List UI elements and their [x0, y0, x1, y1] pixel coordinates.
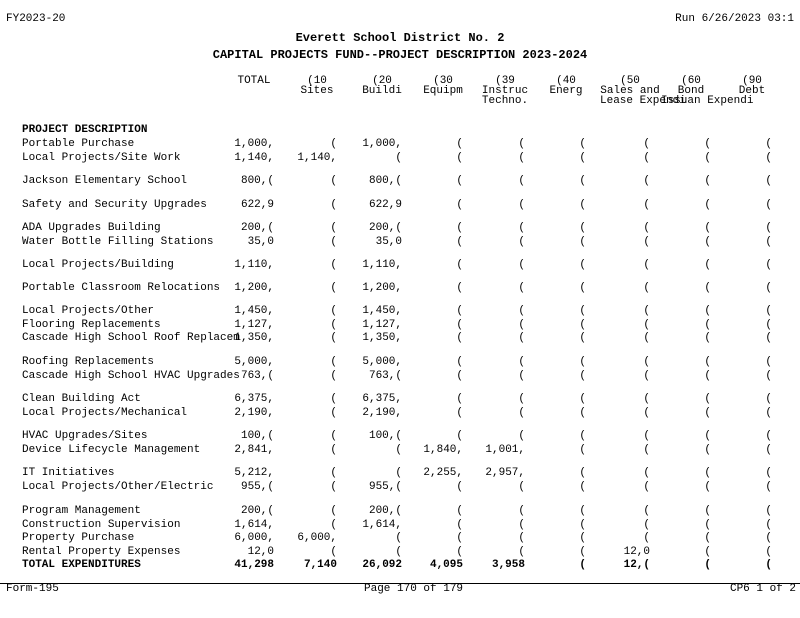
table-cell: (: [643, 407, 650, 419]
table-cell: (: [704, 444, 711, 456]
table-cell: 1,200,: [234, 282, 274, 294]
table-cell: (: [765, 319, 772, 331]
table-cell: (: [643, 332, 650, 344]
row-label: IT Initiatives: [22, 467, 115, 479]
table-cell: (: [518, 356, 525, 368]
table-cell: (: [330, 467, 337, 479]
table-cell: (: [518, 175, 525, 187]
table-cell: (: [518, 222, 525, 234]
row-label: ADA Upgrades Building: [22, 222, 161, 234]
table-cell: (: [643, 319, 650, 331]
row-label: Safety and Security Upgrades: [22, 199, 207, 211]
table-cell: (: [765, 407, 772, 419]
table-cell: (: [518, 236, 525, 248]
table-cell: (: [518, 282, 525, 294]
table-cell: (: [643, 199, 650, 211]
column-header-9-line2: Debt: [738, 85, 766, 97]
row-label: Clean Building Act: [22, 393, 141, 405]
column-header-9-line1: (90: [742, 75, 762, 87]
table-cell: 12,0: [247, 546, 274, 558]
column-header-4-line2: Equipm: [423, 85, 463, 97]
table-cell: (: [704, 505, 711, 517]
table-cell: (: [518, 481, 525, 493]
row-label: Rental Property Expenses: [22, 546, 181, 558]
table-cell: (: [518, 505, 525, 517]
row-label: Local Projects/Site Work: [22, 152, 181, 164]
district-name: Everett School District No. 2: [295, 31, 505, 45]
table-cell: (: [579, 152, 586, 164]
table-cell: (: [579, 175, 586, 187]
table-cell: (: [704, 222, 711, 234]
table-cell: (: [518, 305, 525, 317]
table-cell: 800,(: [368, 175, 402, 187]
run-info: Run 6/26/2023 03:1: [675, 13, 794, 25]
table-cell: (: [704, 356, 711, 368]
table-cell: (: [579, 546, 586, 558]
table-cell: (: [704, 467, 711, 479]
column-header-5-line3: Techno.: [481, 95, 529, 107]
table-cell: 800,(: [240, 175, 274, 187]
table-cell: (: [579, 356, 586, 368]
row-label: Local Projects/Other: [22, 305, 155, 317]
table-cell: (: [330, 319, 337, 331]
table-cell: (: [765, 467, 772, 479]
table-cell: (: [704, 282, 711, 294]
table-cell: 1,001,: [485, 444, 525, 456]
table-cell: 1,614,: [362, 519, 402, 531]
table-cell: (: [704, 319, 711, 331]
table-cell: 1,140,: [234, 152, 274, 164]
table-cell: (: [579, 481, 586, 493]
row-label: Property Purchase: [22, 532, 135, 544]
table-cell: (: [518, 199, 525, 211]
table-cell: (: [643, 532, 650, 544]
table-cell: (: [579, 259, 586, 271]
column-header-3-line1: (20: [372, 75, 392, 87]
table-cell: (: [643, 236, 650, 248]
table-cell: 200,(: [368, 222, 402, 234]
table-cell: 35,0: [247, 236, 274, 248]
table-cell: 6,000,: [297, 532, 337, 544]
table-cell: (: [456, 546, 463, 558]
table-cell: 1,000,: [362, 138, 402, 150]
table-cell: (: [456, 356, 463, 368]
table-cell: 100,(: [240, 430, 274, 442]
table-cell: 1,000,: [234, 138, 274, 150]
total-cell: (: [704, 559, 711, 571]
table-cell: 2,255,: [423, 467, 463, 479]
table-cell: (: [579, 236, 586, 248]
table-cell: (: [579, 319, 586, 331]
table-cell: 2,957,: [485, 467, 525, 479]
table-cell: 2,841,: [234, 444, 274, 456]
table-cell: (: [518, 332, 525, 344]
table-cell: (: [765, 175, 772, 187]
table-cell: (: [456, 199, 463, 211]
table-cell: (: [330, 519, 337, 531]
table-cell: (: [765, 152, 772, 164]
table-cell: (: [518, 370, 525, 382]
table-cell: 622,9: [240, 199, 274, 211]
table-cell: (: [456, 152, 463, 164]
row-label: Program Management: [22, 505, 141, 517]
table-cell: 1,110,: [234, 259, 274, 271]
table-cell: 763,(: [240, 370, 274, 382]
row-label: Local Projects/Building: [22, 259, 174, 271]
table-cell: (: [704, 236, 711, 248]
table-cell: (: [704, 481, 711, 493]
table-cell: (: [456, 481, 463, 493]
table-cell: 6,000,: [234, 532, 274, 544]
column-header-8-line3: Issuan Expendi: [661, 95, 754, 107]
row-label: Local Projects/Mechanical: [22, 407, 188, 419]
table-cell: (: [704, 138, 711, 150]
table-cell: (: [330, 430, 337, 442]
table-cell: (: [456, 519, 463, 531]
table-cell: (: [643, 222, 650, 234]
column-header-3-line2: Buildi: [362, 85, 402, 97]
table-cell: (: [395, 546, 402, 558]
table-cell: 2,190,: [362, 407, 402, 419]
table-cell: (: [456, 305, 463, 317]
row-label: Roofing Replacements: [22, 356, 155, 368]
table-cell: (: [330, 407, 337, 419]
table-cell: 1,140,: [297, 152, 337, 164]
table-cell: 2,190,: [234, 407, 274, 419]
total-label: TOTAL EXPENDITURES: [22, 559, 141, 571]
table-cell: (: [765, 282, 772, 294]
table-cell: 5,000,: [234, 356, 274, 368]
section-label: PROJECT DESCRIPTION: [22, 124, 148, 136]
total-cell: 12,(: [623, 559, 650, 571]
table-cell: (: [579, 305, 586, 317]
table-cell: 1,127,: [362, 319, 402, 331]
table-cell: (: [765, 138, 772, 150]
table-cell: (: [456, 430, 463, 442]
table-cell: (: [518, 519, 525, 531]
table-cell: 200,(: [240, 222, 274, 234]
column-header-8-line1: (60: [681, 75, 701, 87]
column-header-6-line2: Energ: [549, 85, 583, 97]
table-cell: (: [765, 481, 772, 493]
table-cell: (: [765, 370, 772, 382]
table-cell: (: [765, 532, 772, 544]
table-cell: (: [643, 259, 650, 271]
table-cell: (: [330, 259, 337, 271]
table-cell: 100,(: [368, 430, 402, 442]
table-cell: (: [765, 519, 772, 531]
table-cell: (: [456, 236, 463, 248]
table-cell: 1,200,: [362, 282, 402, 294]
table-cell: (: [643, 356, 650, 368]
total-cell: 4,095: [429, 559, 463, 571]
table-cell: 1,450,: [362, 305, 402, 317]
table-cell: (: [643, 519, 650, 531]
table-cell: (: [518, 407, 525, 419]
row-label: Construction Supervision: [22, 519, 181, 531]
table-cell: 5,000,: [362, 356, 402, 368]
total-cell: (: [579, 559, 586, 571]
table-cell: (: [765, 199, 772, 211]
table-cell: (: [643, 444, 650, 456]
table-cell: 200,(: [240, 505, 274, 517]
table-cell: (: [456, 393, 463, 405]
table-cell: (: [456, 332, 463, 344]
table-cell: 35,0: [375, 236, 402, 248]
table-cell: (: [330, 546, 337, 558]
row-label: HVAC Upgrades/Sites: [22, 430, 148, 442]
table-cell: (: [579, 370, 586, 382]
table-cell: (: [518, 319, 525, 331]
table-cell: (: [765, 546, 772, 558]
table-cell: (: [330, 393, 337, 405]
table-cell: (: [579, 222, 586, 234]
table-cell: (: [704, 532, 711, 544]
table-cell: (: [456, 505, 463, 517]
table-cell: (: [765, 332, 772, 344]
report-title: CAPITAL PROJECTS FUND--PROJECT DESCRIPTION 2023-2024: [212, 48, 588, 62]
table-cell: (: [643, 481, 650, 493]
column-header-2-line1: (10: [307, 75, 327, 87]
table-cell: (: [330, 370, 337, 382]
table-cell: (: [765, 505, 772, 517]
table-cell: (: [330, 505, 337, 517]
table-cell: (: [518, 393, 525, 405]
table-cell: 6,375,: [234, 393, 274, 405]
table-cell: (: [330, 199, 337, 211]
table-cell: (: [456, 222, 463, 234]
table-cell: (: [643, 175, 650, 187]
row-label: Portable Purchase: [22, 138, 135, 150]
table-cell: (: [704, 152, 711, 164]
table-cell: (: [579, 467, 586, 479]
column-header-5-line2: Instruc: [481, 85, 529, 97]
table-cell: (: [330, 282, 337, 294]
table-cell: (: [456, 319, 463, 331]
column-header-5-line1: (39: [495, 75, 515, 87]
total-cell: (: [765, 559, 772, 571]
table-cell: (: [330, 236, 337, 248]
column-header-8-line2: Bond: [677, 85, 705, 97]
table-cell: 1,450,: [234, 305, 274, 317]
table-cell: (: [579, 282, 586, 294]
table-cell: (: [643, 152, 650, 164]
table-cell: (: [643, 305, 650, 317]
table-cell: 1,127,: [234, 319, 274, 331]
table-cell: (: [395, 444, 402, 456]
table-cell: 1,840,: [423, 444, 463, 456]
table-cell: (: [704, 430, 711, 442]
table-cell: (: [330, 222, 337, 234]
total-cell: 7,140: [303, 559, 337, 571]
row-label: Local Projects/Other/Electric: [22, 481, 214, 493]
fiscal-year: FY2023-20: [6, 13, 66, 25]
row-label: Device Lifecycle Management: [22, 444, 201, 456]
table-cell: 5,212,: [234, 467, 274, 479]
table-cell: (: [579, 393, 586, 405]
table-cell: (: [643, 393, 650, 405]
table-cell: (: [456, 175, 463, 187]
table-cell: (: [704, 175, 711, 187]
table-cell: (: [518, 546, 525, 558]
table-cell: (: [518, 152, 525, 164]
column-header-7-line2: Sales and: [600, 85, 660, 97]
table-cell: (: [643, 467, 650, 479]
table-cell: (: [518, 138, 525, 150]
table-cell: (: [765, 444, 772, 456]
row-label: Jackson Elementary School: [22, 175, 188, 187]
row-label: Cascade High School HVAC Upgrades: [22, 370, 240, 382]
table-cell: 200,(: [368, 505, 402, 517]
column-header-7-line1: (50: [620, 75, 640, 87]
table-cell: (: [330, 175, 337, 187]
table-cell: (: [704, 305, 711, 317]
column-header-7-line3: Lease Expendi: [600, 95, 686, 107]
table-cell: (: [765, 259, 772, 271]
table-cell: (: [456, 282, 463, 294]
table-cell: (: [330, 305, 337, 317]
table-cell: (: [765, 356, 772, 368]
table-cell: 1,350,: [234, 332, 274, 344]
table-cell: (: [456, 138, 463, 150]
column-header-1-line1: TOTAL: [237, 75, 271, 87]
table-cell: (: [518, 430, 525, 442]
table-cell: 622,9: [368, 199, 402, 211]
table-cell: (: [330, 481, 337, 493]
table-cell: (: [765, 222, 772, 234]
table-cell: (: [579, 430, 586, 442]
table-cell: (: [456, 407, 463, 419]
table-cell: (: [579, 199, 586, 211]
table-cell: 1,110,: [362, 259, 402, 271]
total-cell: 41,298: [234, 559, 274, 571]
report-code: CP6 1 of 2: [729, 583, 796, 595]
table-cell: (: [579, 505, 586, 517]
table-cell: (: [704, 332, 711, 344]
table-cell: (: [704, 393, 711, 405]
table-cell: (: [704, 519, 711, 531]
table-cell: 955,(: [240, 481, 274, 493]
table-cell: (: [704, 199, 711, 211]
table-cell: (: [579, 532, 586, 544]
table-cell: (: [643, 282, 650, 294]
table-cell: (: [579, 407, 586, 419]
table-cell: 763,(: [368, 370, 402, 382]
table-cell: 6,375,: [362, 393, 402, 405]
table-cell: (: [704, 370, 711, 382]
table-cell: (: [456, 532, 463, 544]
table-cell: 955,(: [368, 481, 402, 493]
form-number: Form-195: [6, 583, 59, 595]
table-cell: 1,614,: [234, 519, 274, 531]
table-cell: (: [579, 332, 586, 344]
table-cell: (: [330, 444, 337, 456]
table-cell: (: [765, 236, 772, 248]
row-label: Portable Classroom Relocations: [22, 282, 221, 294]
table-cell: (: [704, 407, 711, 419]
row-label: Flooring Replacements: [22, 319, 161, 331]
table-cell: (: [643, 430, 650, 442]
table-cell: (: [643, 138, 650, 150]
table-cell: 12,0: [623, 546, 650, 558]
total-cell: 3,958: [491, 559, 525, 571]
row-label: Water Bottle Filling Stations: [22, 236, 214, 248]
table-cell: (: [395, 152, 402, 164]
table-cell: (: [765, 305, 772, 317]
table-cell: (: [518, 532, 525, 544]
table-cell: (: [643, 370, 650, 382]
column-header-2-line2: Sites: [300, 85, 334, 97]
table-cell: (: [765, 430, 772, 442]
table-cell: (: [704, 546, 711, 558]
table-cell: (: [330, 356, 337, 368]
table-cell: (: [579, 444, 586, 456]
table-cell: (: [456, 259, 463, 271]
table-cell: (: [330, 332, 337, 344]
table-cell: (: [456, 370, 463, 382]
page-number: Page 170 of 179: [364, 583, 464, 595]
table-cell: (: [579, 519, 586, 531]
table-cell: (: [704, 259, 711, 271]
table-cell: (: [395, 467, 402, 479]
row-label: Cascade High School Roof Replacem: [22, 332, 240, 344]
total-cell: 26,092: [362, 559, 402, 571]
table-cell: (: [518, 259, 525, 271]
table-cell: 1,350,: [362, 332, 402, 344]
table-cell: (: [330, 138, 337, 150]
table-cell: (: [579, 138, 586, 150]
table-cell: (: [765, 393, 772, 405]
table-cell: (: [395, 532, 402, 544]
column-header-6-line1: (40: [556, 75, 576, 87]
column-header-4-line1: (30: [433, 75, 453, 87]
table-cell: (: [643, 505, 650, 517]
